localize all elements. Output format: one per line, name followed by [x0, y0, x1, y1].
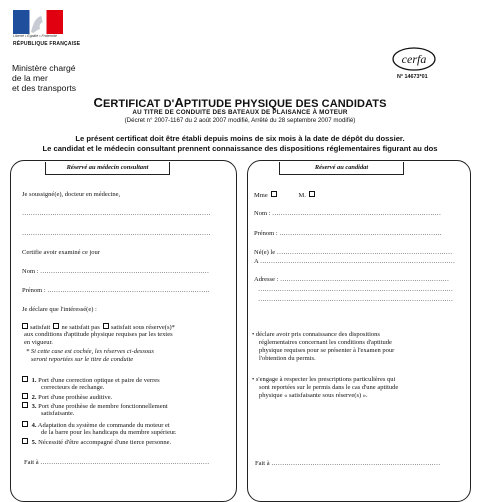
- reserve-note: * Si cette case est cochée, les réserves ci-dessous: [26, 348, 154, 355]
- declaration-1: • déclare avoir pris connaissance des dispositions: [252, 331, 380, 338]
- reserve-4-checkbox[interactable]: [22, 421, 28, 427]
- page-title: CERTIFICAT D'APTITUDE PHYSIQUE DES CANDIDATS: [93, 95, 387, 110]
- reserve-2: 2. Port d'une prothèse auditive.: [22, 393, 112, 402]
- reserve-5-checkbox[interactable]: [22, 438, 28, 444]
- declaration-2-line-3: physique « satisfaisante sous réserve(s) ».: [259, 392, 368, 399]
- reserve-4-line-2: de la barre pour les handicaps du membre supérieur.: [41, 429, 177, 436]
- svg-text:cerfa: cerfa: [401, 52, 427, 66]
- reserve-5: 5. Nécessité d'être accompagné d'une tierce personne.: [22, 438, 171, 447]
- cerfa-number: N° 14673*01: [397, 74, 428, 80]
- notice-validity: Le présent certificat doit être établi depuis moins de six mois à la date de dépôt du dossier.: [75, 134, 405, 143]
- birth-date-field[interactable]: Né(e) le ………………………………………………………………………: [254, 249, 453, 256]
- conditions-text: aux conditions d'aptitude physique requises par les textes: [24, 331, 173, 338]
- certify-label: Certifie avoir examiné ce jour: [22, 249, 100, 256]
- declaration-1-line-3: physique requises pour se présenter à l'examen pour: [259, 347, 395, 354]
- candidate-fait-a-field[interactable]: Fait à ……………………………………………………………………: [255, 460, 441, 467]
- republic-label: RÉPUBLIQUE FRANÇAISE: [13, 41, 81, 47]
- address-field-3[interactable]: ………………………………………………………………………………: [258, 296, 453, 303]
- patient-prenom-field[interactable]: Prénom : …………………………………………………………………: [22, 287, 210, 294]
- birth-place-field[interactable]: A ………………………………………………………………………………: [254, 258, 455, 265]
- reserve-note-2: seront reportées sur le titre de conduite: [31, 356, 134, 363]
- satisfait-checkbox[interactable]: [22, 323, 28, 329]
- doctor-name-field-2[interactable]: ……………………………………………………………………………: [22, 230, 211, 237]
- ministry-label: Ministère chargé de la mer et des transports: [12, 63, 77, 93]
- doctor-panel-tab: Réservé au médecin consultant: [45, 162, 170, 175]
- reserve-3-checkbox[interactable]: [22, 402, 28, 408]
- page-subtitle: AU TITRE DE CONDUITE DES BATEAUX DE PLAISANCE À MOTEUR: [132, 109, 348, 116]
- aptitude-options: satisfait ne satisfait pas satisfait sous réserve(s)*: [22, 323, 175, 332]
- address-field[interactable]: Adresse : ……………………………………………………………………: [254, 276, 449, 283]
- declaration-2: • s'engage à respecter les prescriptions particulières qui: [252, 376, 396, 383]
- mme-checkbox[interactable]: [271, 191, 277, 197]
- reserve-3: 3. Port d'une prothèse de membre fonctionnellement: [22, 402, 168, 411]
- reserve-1-line-2: correcteurs de rechange.: [41, 384, 105, 391]
- candidate-prenom-field[interactable]: Prénom : …………………………………………………………………: [254, 230, 442, 237]
- sous-reserve-checkbox[interactable]: [103, 323, 109, 329]
- notice-regulations: Le candidat et le médecin consultant prennent connaissance des dispositions réglementaires figurant au dos: [42, 144, 438, 153]
- ne-satisfait-pas-checkbox[interactable]: [53, 323, 59, 329]
- doctor-name-field[interactable]: ……………………………………………………………………………: [22, 210, 211, 217]
- reserve-2-checkbox[interactable]: [22, 393, 28, 399]
- patient-nom-field[interactable]: Nom : ……………………………………………………………………: [22, 268, 210, 275]
- civility-options: Mme M.: [254, 191, 317, 200]
- decree-reference: (Décret n° 2007-1167 du 2 août 2007 modifié, Arrêté du 28 septembre 2007 modifié): [124, 117, 356, 124]
- reserve-4: 4. Adaptation du système de commande du moteur et: [22, 421, 170, 430]
- candidate-nom-field[interactable]: Nom : ……………………………………………………………………: [254, 210, 442, 217]
- reserve-1: 1. Port d'une correction optique et paire de verres: [22, 376, 160, 385]
- declaration-2-line-2: sont reportées sur le permis dans le cas d'une aptitude: [259, 384, 399, 391]
- declare-label: Je déclare que l'intéressé(e) :: [22, 306, 97, 313]
- candidate-panel-tab: Réservé au candidat: [279, 162, 404, 175]
- m-checkbox[interactable]: [309, 191, 315, 197]
- conditions-text-2: en vigueur.: [24, 339, 53, 346]
- undersigned-label: Je soussigné(e), docteur en médecine,: [22, 191, 121, 198]
- cerfa-logo: [392, 47, 436, 71]
- address-field-2[interactable]: ………………………………………………………………………………: [258, 286, 453, 293]
- reserve-3-line-2: satisfaisante.: [41, 410, 75, 417]
- motto: Liberté • Égalité • Fraternité: [13, 34, 57, 38]
- declaration-1-line-2: réglementaires concernant les conditions d'aptitude: [259, 339, 392, 346]
- declaration-1-line-4: l'obtention du permis.: [259, 355, 316, 362]
- doctor-fait-a-field[interactable]: Fait à ……………………………………………………………………: [24, 459, 210, 466]
- reserve-1-checkbox[interactable]: [22, 376, 28, 382]
